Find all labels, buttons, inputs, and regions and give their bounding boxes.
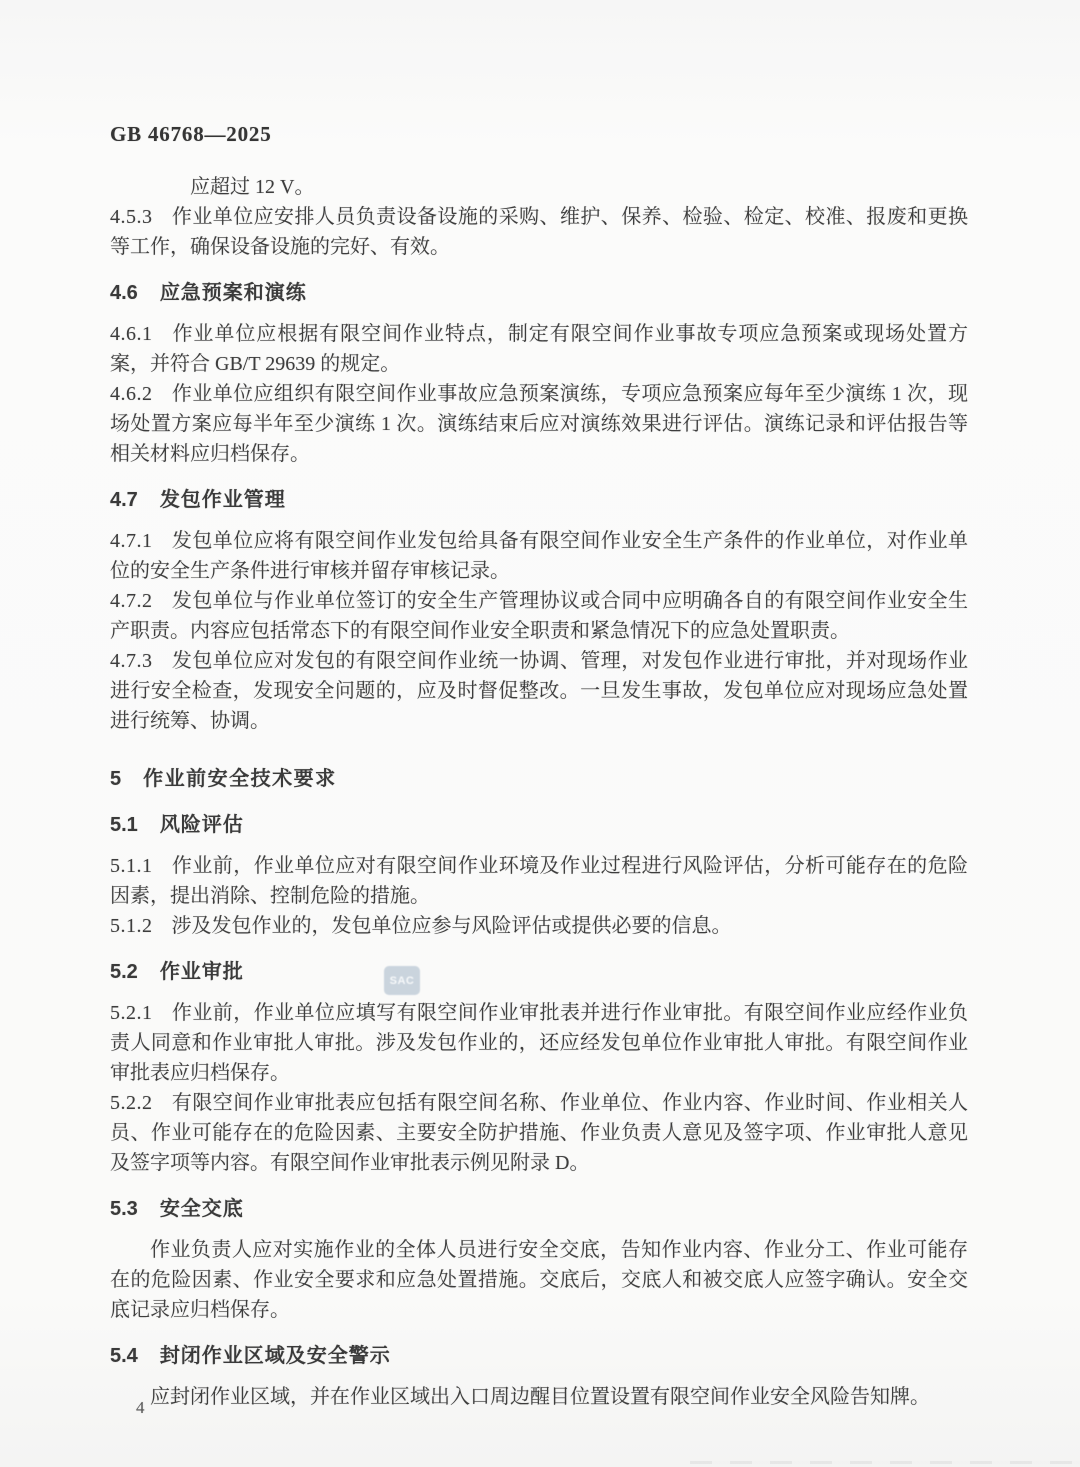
clause-number: 5.4 xyxy=(110,1345,138,1367)
body-paragraph xyxy=(110,172,968,202)
clause-number: 5 xyxy=(110,768,122,790)
clause-number: 5.2 xyxy=(110,961,138,983)
clause-text: 涉及发包作业的，发包单位应参与风险评估或提供必要的信息。 xyxy=(171,915,732,937)
body-paragraph xyxy=(110,1382,968,1412)
clause-number: 4.6.2 xyxy=(110,383,153,405)
watermark-stamp: SAC xyxy=(384,966,420,995)
clause-number: 4.5.3 xyxy=(110,206,153,228)
clause-text: 风险评估 xyxy=(159,814,244,836)
clause-5.2.1 xyxy=(110,998,968,1088)
clause-number: 4.7.2 xyxy=(110,590,153,612)
document-body xyxy=(110,146,968,1412)
clause-text: 发包作业管理 xyxy=(159,489,286,511)
clause-number: 5.2.1 xyxy=(110,1002,153,1024)
clause-number: 5.1.2 xyxy=(110,915,153,937)
clause-text: 应超过 12 V。 xyxy=(190,176,315,198)
clause-text: 作业前，作业单位应填写有限空间作业审批表并进行作业审批。有限空间作业应经作业负责人同意和作业审批人审批。涉及发包作业的，还应经发包单位作业审批人审批。有限空间作业审批表应归档保存。 xyxy=(110,1002,968,1084)
clause-text: 作业单位应组织有限空间作业事故应急预案演练，专项应急预案应每年至少演练 1 次，现场处置方案应每半年至少演练 1 次。演练结束后应对演练效果进行评估。演练记录和评估报告等相关材料应归档保存。 xyxy=(110,383,968,465)
clause-4.7.2 xyxy=(110,586,968,646)
clause-text: 安全交底 xyxy=(159,1198,244,1220)
clause-4.6.1 xyxy=(110,319,968,379)
clause-number: 4.6 xyxy=(110,282,138,304)
clause-text: 作业单位应根据有限空间作业特点，制定有限空间作业事故专项应急预案或现场处置方案，并符合 GB/T 29639 的规定。 xyxy=(110,323,968,375)
clause-number: 5.2.2 xyxy=(110,1092,153,1114)
body-paragraph xyxy=(110,1235,968,1325)
clause-4.6.2 xyxy=(110,379,968,469)
standard-number-header: GB 46768—2025 xyxy=(110,122,272,146)
section-heading-4.6 xyxy=(110,278,968,308)
clause-text: 应急预案和演练 xyxy=(159,282,307,304)
clause-text: 作业审批 xyxy=(159,961,244,983)
section-heading-5.2 xyxy=(110,957,968,987)
clause-text: 作业单位应安排人员负责设备设施的采购、维护、保养、检验、检定、校准、报废和更换等工作，确保设备设施的完好、有效。 xyxy=(110,206,968,258)
section-heading-4.7 xyxy=(110,485,968,515)
clause-number: 4.7 xyxy=(110,489,138,511)
clause-text: 作业负责人应对实施作业的全体人员进行安全交底，告知作业内容、作业分工、作业可能存在的危险因素、作业安全要求和应急处置措施。交底后，交底人和被交底人应签字确认。安全交底记录应归档保存。 xyxy=(110,1239,968,1321)
clause-text: 发包单位应将有限空间作业发包给具备有限空间作业安全生产条件的作业单位，对作业单位的安全生产条件进行审核并留存审核记录。 xyxy=(110,530,968,582)
clause-4.7.1 xyxy=(110,526,968,586)
section-heading-5.1 xyxy=(110,810,968,840)
clause-4.7.3 xyxy=(110,646,968,736)
clause-number: 5.1.1 xyxy=(110,855,153,877)
clause-number: 4.7.3 xyxy=(110,650,153,672)
clause-number: 4.7.1 xyxy=(110,530,153,552)
clause-text: 封闭作业区域及安全警示 xyxy=(159,1345,391,1367)
clause-text: 作业前，作业单位应对有限空间作业环境及作业过程进行风险评估，分析可能存在的危险因素，提出消除、控制危险的措施。 xyxy=(110,855,968,907)
clause-number: 5.3 xyxy=(110,1198,138,1220)
chapter-heading-5 xyxy=(110,764,968,794)
section-heading-5.4 xyxy=(110,1341,968,1371)
clause-5.1.1 xyxy=(110,851,968,911)
page-number: 4 xyxy=(136,1398,145,1417)
clause-text: 有限空间作业审批表应包括有限空间名称、作业单位、作业内容、作业时间、作业相关人员、作业可能存在的危险因素、主要安全防护措施、作业负责人意见及签字项、作业审批人意见及签字项等内容。有限空间作业审批表示例见附录 D。 xyxy=(110,1092,968,1174)
clause-number: 5.1 xyxy=(110,814,138,836)
clause-text: 发包单位应对发包的有限空间作业统一协调、管理，对发包作业进行审批，并对现场作业进行安全检查，发现安全问题的，应及时督促整改。一旦发生事故，发包单位应对现场应急处置进行统筹、协调。 xyxy=(110,650,968,732)
clause-text: 应封闭作业区域，并在作业区域出入口周边醒目位置设置有限空间作业安全风险告知牌。 xyxy=(150,1386,930,1408)
scan-artifact xyxy=(690,1461,1080,1464)
section-heading-5.3 xyxy=(110,1194,968,1224)
clause-5.1.2 xyxy=(110,911,968,941)
clause-text: 发包单位与作业单位签订的安全生产管理协议或合同中应明确各自的有限空间作业安全生产职责。内容应包括常态下的有限空间作业安全职责和紧急情况下的应急处置职责。 xyxy=(110,590,968,642)
clause-number: 4.6.1 xyxy=(110,323,153,345)
clause-text: 作业前安全技术要求 xyxy=(143,768,337,790)
clause-5.2.2 xyxy=(110,1088,968,1178)
clause-4.5.3 xyxy=(110,202,968,262)
